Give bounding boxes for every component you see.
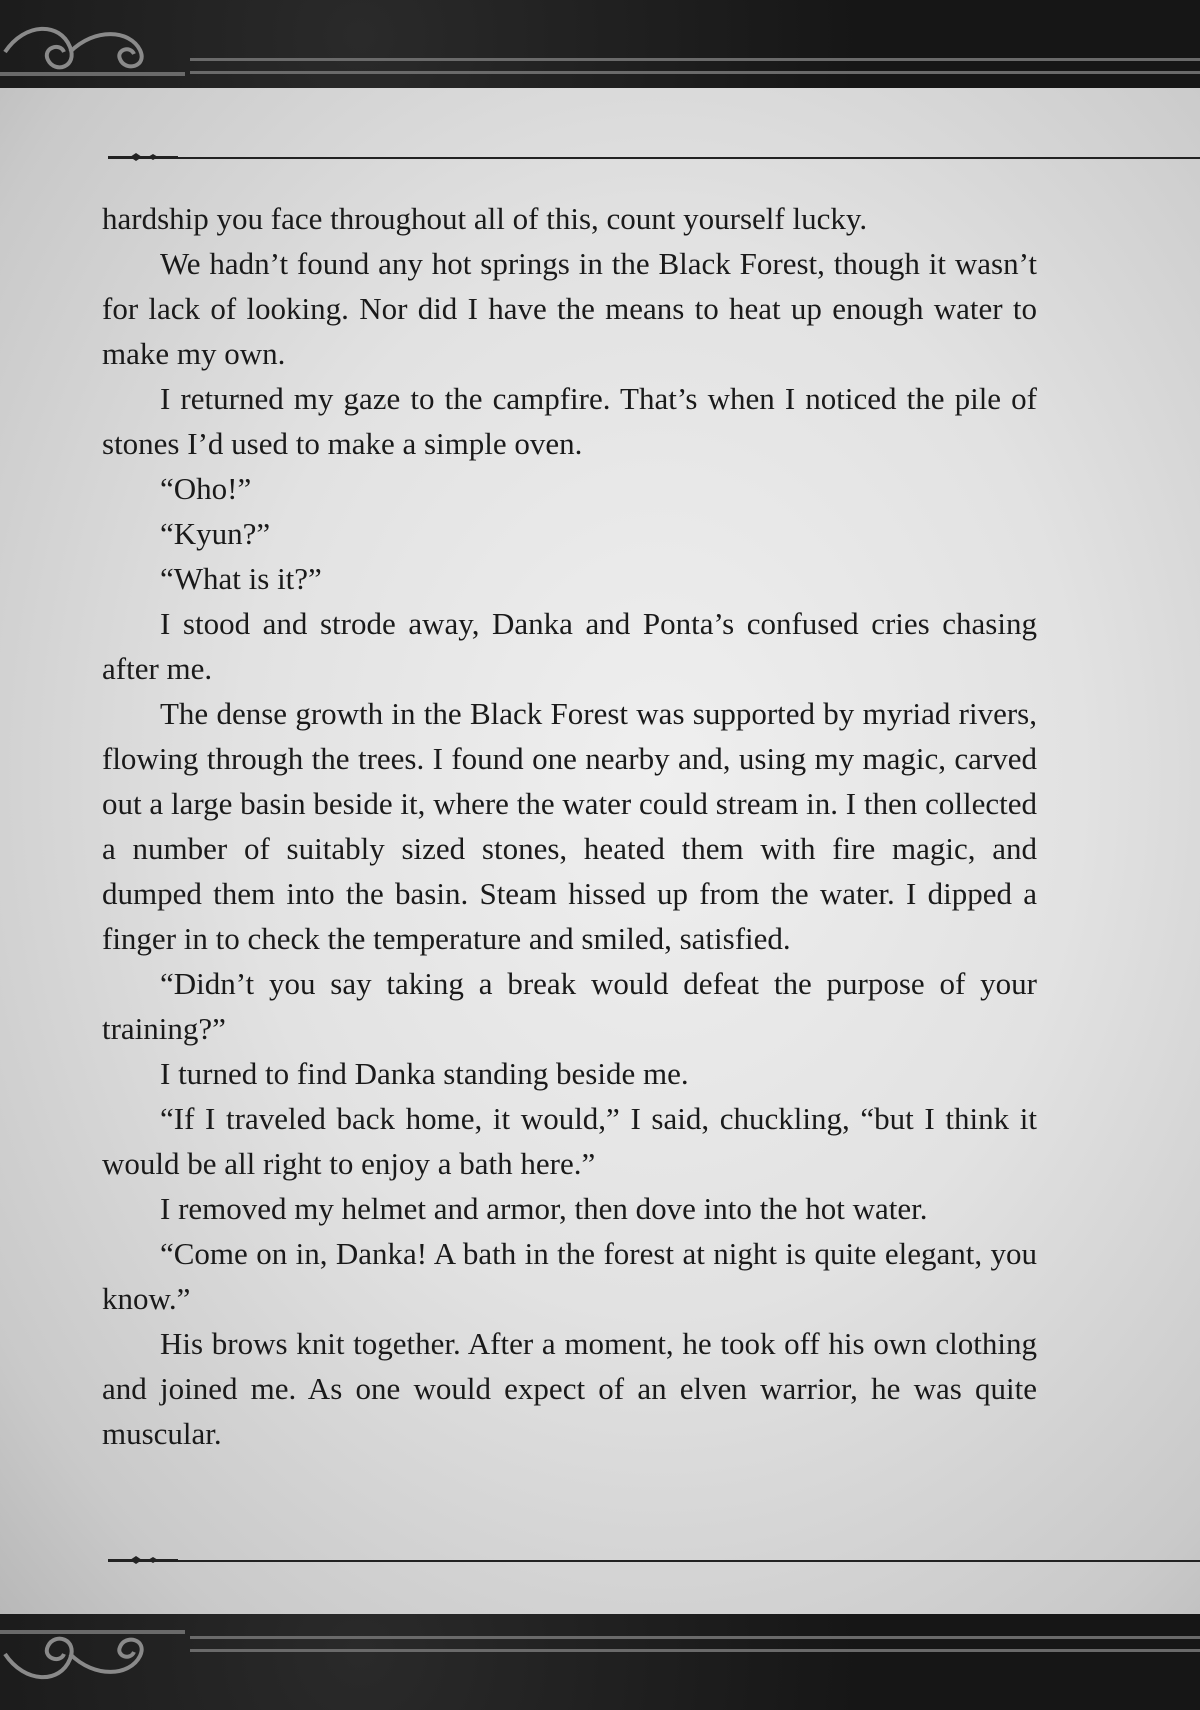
body-text xyxy=(102,196,1037,1456)
bottom-rail xyxy=(190,1636,1200,1652)
paragraph: “Come on in, Danka! A bath in the forest at night is quite elegant, you know.” xyxy=(102,1236,1037,1316)
paragraph: “Oho!” xyxy=(160,471,252,506)
paragraph: hardship you face throughout all of this, count yourself lucky. xyxy=(102,201,868,236)
paragraph: We hadn’t found any hot springs in the Black Forest, though it wasn’t for lack of looking. Nor did I have the means to heat up enough water to make my own. xyxy=(102,246,1037,371)
scroll-ornament-icon xyxy=(0,12,190,92)
paragraph: His brows knit together. After a moment, he took off his own clothing and joined me. As one would expect of an elven warrior, he was quite muscular. xyxy=(102,1326,1037,1451)
paragraph: “Didn’t you say taking a break would defeat the purpose of your training?” xyxy=(102,966,1037,1046)
bottom-rule xyxy=(108,1560,1200,1562)
paragraph: “If I traveled back home, it would,” I said, chuckling, “but I think it would be all right to enjoy a bath here.” xyxy=(102,1101,1037,1181)
top-frame-border xyxy=(0,0,1200,90)
page-paper xyxy=(0,88,1200,1616)
paragraph: “Kyun?” xyxy=(160,516,271,551)
paragraph: “What is it?” xyxy=(160,561,322,596)
paragraph: I returned my gaze to the campfire. That’s when I noticed the pile of stones I’d used to make a simple oven. xyxy=(102,381,1037,461)
bottom-frame-border xyxy=(0,1614,1200,1710)
paragraph: I stood and strode away, Danka and Ponta’s confused cries chasing after me. xyxy=(102,606,1037,686)
paragraph: The dense growth in the Black Forest was supported by myriad rivers, flowing through the trees. I found one nearby and, using my magic, carved out a large basin beside it, where the water could stream in. I then collected a number of suitably sized stones, heated them with fire magic, and dumped them into the basin. Steam hissed up from the water. I dipped a finger in to check the temperature and smiled, satisfied. xyxy=(102,696,1037,956)
paragraph: I turned to find Danka standing beside me. xyxy=(160,1056,689,1091)
paragraph: I removed my helmet and armor, then dove into the hot water. xyxy=(160,1191,928,1226)
top-rail xyxy=(190,58,1200,74)
top-rule xyxy=(108,157,1200,159)
scroll-ornament-icon xyxy=(0,1614,190,1694)
